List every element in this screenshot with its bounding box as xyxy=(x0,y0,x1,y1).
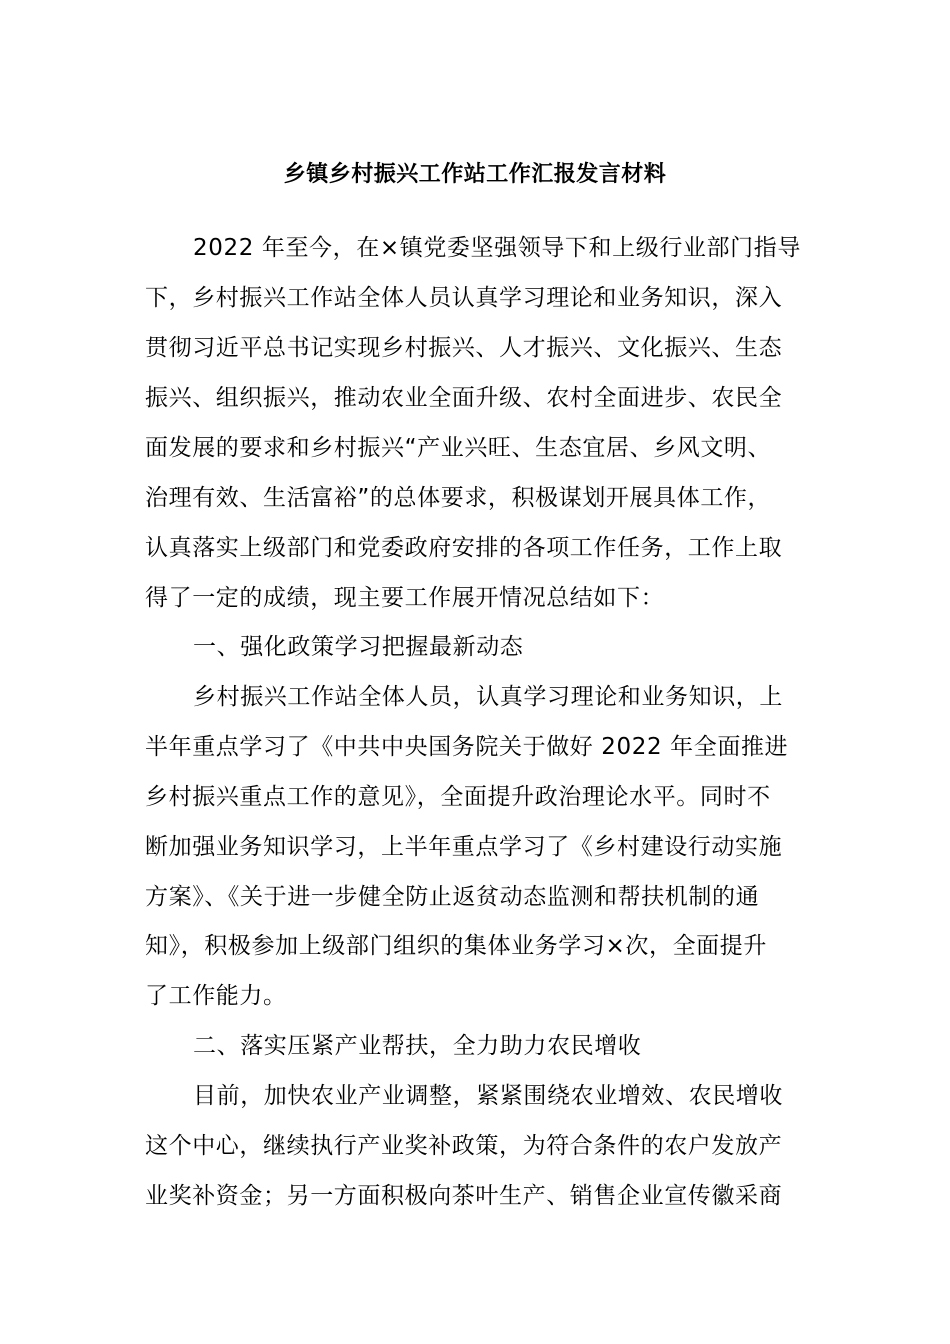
section-heading: 一、强化政策学习把握最新动态 xyxy=(193,634,524,660)
paragraph-line: 振兴、组织振兴，推动农业全面升级、农村全面进步、农民全 xyxy=(145,385,783,411)
paragraph-line: 半年重点学习了《中共中央国务院关于做好 2022 年全面推进 xyxy=(145,734,789,760)
section-heading: 二、落实压紧产业帮扶，全力助力农民增收 xyxy=(193,1033,642,1059)
paragraph-line: 贯彻习近平总书记实现乡村振兴、人才振兴、文化振兴、生态 xyxy=(145,335,783,361)
document-title: 乡镇乡村振兴工作站工作汇报发言材料 xyxy=(283,162,667,187)
paragraph-line: 下，乡村振兴工作站全体人员认真学习理论和业务知识，深入 xyxy=(145,285,783,311)
paragraph-line: 乡村振兴重点工作的意见》，全面提升政治理论水平。同时不 xyxy=(145,784,771,810)
paragraph-line: 乡村振兴工作站全体人员，认真学习理论和业务知识，上 xyxy=(193,684,783,710)
paragraph-line: 认真落实上级部门和党委政府安排的各项工作任务，工作上取 xyxy=(145,535,783,561)
paragraph-line: 治理有效、生活富裕”的总体要求，积极谋划开展具体工作， xyxy=(145,485,772,511)
paragraph-line: 断加强业务知识学习，上半年重点学习了《乡村建设行动实施 xyxy=(145,834,783,860)
paragraph-line: 这个中心，继续执行产业奖补政策，为符合条件的农户发放产 xyxy=(145,1133,783,1159)
paragraph-line: 得了一定的成绩，现主要工作展开情况总结如下： xyxy=(145,585,665,611)
paragraph-line: 了工作能力。 xyxy=(145,983,287,1009)
paragraph-line: 2022 年至今，在×镇党委坚强领导下和上级行业部门指导 xyxy=(193,235,801,261)
paragraph-line: 面发展的要求和乡村振兴“产业兴旺、生态宜居、乡风文明、 xyxy=(145,435,772,461)
paragraph-line: 目前，加快农业产业调整，紧紧围绕农业增效、农民增收 xyxy=(193,1083,783,1109)
paragraph-line: 业奖补资金；另一方面积极向茶叶生产、销售企业宣传徽采商 xyxy=(145,1183,783,1209)
paragraph-line: 方案》、《关于进一步健全防止返贫动态监测和帮扶机制的通 xyxy=(145,884,760,910)
paragraph-line: 知》，积极参加上级部门组织的集体业务学习×次，全面提升 xyxy=(145,933,767,959)
